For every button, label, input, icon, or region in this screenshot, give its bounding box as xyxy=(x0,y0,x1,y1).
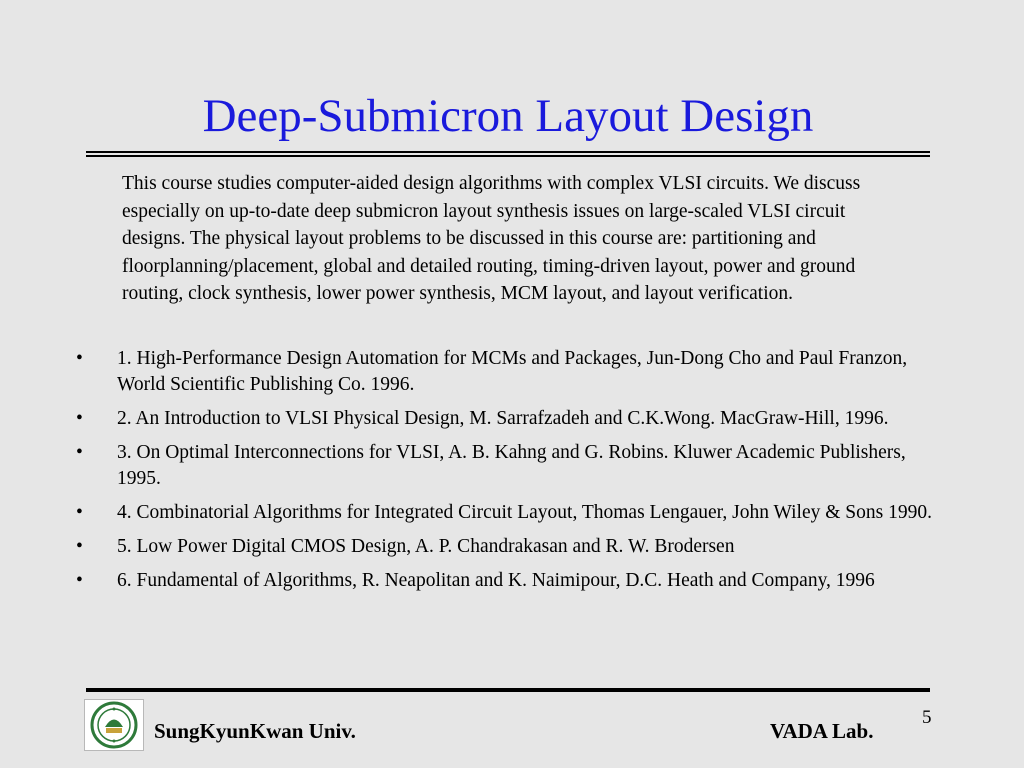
bullet-icon: • xyxy=(76,502,83,523)
reference-item xyxy=(76,346,936,398)
bullet-icon: • xyxy=(76,570,83,591)
reference-text: 2. An Introduction to VLSI Physical Design, M. Sarrafzadeh and C.K.Wong. MacGraw-Hill, 1996. xyxy=(117,408,889,429)
reference-item xyxy=(76,568,936,594)
reference-item xyxy=(76,440,936,492)
reference-text: 3. On Optimal Interconnections for VLSI, A. B. Kahng and G. Robins. Kluwer Academic Publishers, 1995. xyxy=(117,442,906,489)
reference-list xyxy=(76,346,936,602)
reference-item xyxy=(76,500,936,526)
slide-title: Deep-Submicron Layout Design xyxy=(202,90,814,142)
reference-text: 6. Fundamental of Algorithms, R. Neapolitan and K. Naimipour, D.C. Heath and Company, 1996 xyxy=(117,570,875,591)
bullet-icon: • xyxy=(76,408,83,429)
page-number: 5 xyxy=(922,707,932,728)
bullet-icon: • xyxy=(76,442,83,463)
reference-text: 5. Low Power Digital CMOS Design, A. P. Chandrakasan and R. W. Brodersen xyxy=(117,536,735,557)
university-seal-icon xyxy=(84,699,144,751)
footer-lab: VADA Lab. xyxy=(770,719,874,743)
reference-item xyxy=(76,534,936,560)
bullet-icon: • xyxy=(76,348,83,369)
reference-text: 1. High-Performance Design Automation for MCMs and Packages, Jun-Dong Cho and Paul Franzon, World Scientific Publishing Co. 1996. xyxy=(117,348,908,395)
title-divider-bottom xyxy=(86,155,930,157)
course-description: This course studies computer-aided design algorithms with complex VLSI circuits. We discuss especially on up-to-date deep submicron layout synthesis issues on large-scaled VLSI circuit designs. The physical layout problems to be discussed in this course are: partitioning and floorplanning/placement, global and detailed routing, timing-driven layout, power and ground routing, clock synthesis, lower power synthesis, MCM layout, and layout verification. xyxy=(122,173,861,304)
bullet-icon: • xyxy=(76,536,83,557)
title-divider-top xyxy=(86,151,930,153)
footer-divider xyxy=(86,688,930,692)
reference-item xyxy=(76,406,936,432)
footer-university: SungKyunKwan Univ. xyxy=(154,719,356,743)
reference-text: 4. Combinatorial Algorithms for Integrated Circuit Layout, Thomas Lengauer, John Wiley & Sons 1990. xyxy=(117,502,932,523)
